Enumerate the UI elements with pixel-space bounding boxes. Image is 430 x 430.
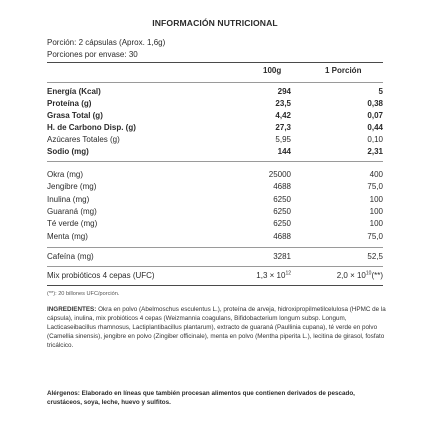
active-value-100g: 25000 xyxy=(268,170,291,179)
nutrient-value-portion: 5 xyxy=(378,87,383,96)
active-value-100g: 6250 xyxy=(273,194,291,204)
probiotics-footnote: (**): 20 billones UFC/porción. xyxy=(47,291,120,297)
active-row xyxy=(47,219,383,231)
caffeine-value-portion: 52,5 xyxy=(367,252,383,261)
active-row xyxy=(47,170,383,182)
nutrient-value-portion: 0,07 xyxy=(367,111,383,120)
active-value-100g: 6250 xyxy=(273,219,291,229)
active-row xyxy=(47,195,383,207)
nutrient-row xyxy=(47,135,383,147)
active-value-100g: 4688 xyxy=(273,182,291,192)
nutrient-value-100g: 27,3 xyxy=(275,123,291,132)
caffeine-label: Cafeína (mg) xyxy=(47,252,94,261)
probiotics-label: Mix probióticos 4 cepas (UFC) xyxy=(47,271,155,280)
active-label: Té verde (mg) xyxy=(47,219,98,229)
ingredients-heading: INGREDIENTES: xyxy=(47,306,97,313)
servings-per-container: Porciones por envase: 30 xyxy=(47,50,138,59)
nutrient-row xyxy=(47,123,383,135)
bottom-rule xyxy=(47,285,383,286)
caffeine-value-100g: 3281 xyxy=(273,252,291,261)
nutrient-value-portion: 0,44 xyxy=(367,123,383,132)
nutrient-label: Grasa Total (g) xyxy=(47,111,103,120)
active-value-100g: 6250 xyxy=(273,206,291,216)
nutrient-value-portion: 0,10 xyxy=(367,135,383,144)
nutrition-title: INFORMACIÓN NUTRICIONAL xyxy=(152,18,278,28)
nutrient-label: Sodio (mg) xyxy=(47,147,89,156)
column-header-100g: 100g xyxy=(263,66,282,75)
probiotics-value-portion: $2,0 \times 10^{10}(**)$ xyxy=(336,270,383,280)
nutrient-label: Azúcares Totales (g) xyxy=(47,135,120,144)
nutrient-label: H. de Carbono Disp. (g) xyxy=(47,123,136,132)
active-label: Okra (mg) xyxy=(47,170,83,179)
active-value-portion: 75,0 xyxy=(367,182,383,192)
probiotics-value-100g: $1,3 \times 10^{12}$ xyxy=(256,270,291,280)
serving-size: Porción: 2 cápsulas (Aprox. 1,6g) xyxy=(47,38,166,47)
nutrient-row xyxy=(47,147,383,159)
caffeine-row xyxy=(47,252,383,264)
ingredients-list: Okra en polvo (Abelmoschus esculentus L.), proteína de arveja, hidroxipropilmetilcelulosa (HPMC de la cápsula), inulina, mix probióticos 4 cepas (Weizmannia coagulans, Bifidobacterium longum subsp. Longum, Lacticaseibacillus rhamnosus, Lactiplantibacillus plantarum), extracto de guaraná (Paullinia cupana), té verde en polvo (Camellia sinensis), jengibre en polvo (Zingiber officinale), menta en polvo (Mentha piperita L.), lecitina de girasol, fosfato tricálcico. xyxy=(47,306,386,350)
nutrient-row xyxy=(47,99,383,111)
top-rule xyxy=(47,62,383,63)
header-rule xyxy=(47,82,383,83)
active-label: Menta (mg) xyxy=(47,231,88,241)
nutrient-value-100g: 144 xyxy=(277,147,291,156)
active-label: Guaraná (mg) xyxy=(47,206,97,216)
active-value-portion: 75,0 xyxy=(367,231,383,241)
active-value-portion: 100 xyxy=(369,206,383,216)
nutrient-row xyxy=(47,87,383,99)
active-value-portion: 100 xyxy=(369,219,383,229)
column-header-portion: 1 Porción xyxy=(325,66,362,75)
caffeine-rule xyxy=(47,266,383,267)
active-row xyxy=(47,207,383,219)
nutrient-value-portion: 0,38 xyxy=(367,99,383,108)
actives-rule xyxy=(47,247,383,248)
nutrient-value-100g: 294 xyxy=(277,87,291,96)
probiotics-row xyxy=(47,271,383,283)
nutrient-value-100g: 5,95 xyxy=(275,135,291,144)
nutrient-value-100g: 23,5 xyxy=(275,99,291,108)
active-row xyxy=(47,182,383,194)
nutrient-row xyxy=(47,111,383,123)
active-label: Jengibre (mg) xyxy=(47,182,97,192)
nutrient-value-100g: 4,42 xyxy=(275,111,291,120)
active-value-portion: 100 xyxy=(369,194,383,204)
active-value-portion: 400 xyxy=(369,170,383,179)
active-value-100g: 4688 xyxy=(273,231,291,241)
nutrient-label: Proteína (g) xyxy=(47,99,92,108)
nutrients-rule xyxy=(47,161,383,162)
nutrient-label: Energía (Kcal) xyxy=(47,87,101,96)
active-row xyxy=(47,232,383,244)
allergens-text: Alérgenos: Elaborado en líneas que también procesan alimentos que contienen derivados de pescado, crustáceos, soya, leche, huevo y sulfitos. xyxy=(47,390,355,407)
active-label: Inulina (mg) xyxy=(47,194,90,204)
nutrient-value-portion: 2,31 xyxy=(367,147,383,156)
ingredients-text xyxy=(47,305,387,350)
